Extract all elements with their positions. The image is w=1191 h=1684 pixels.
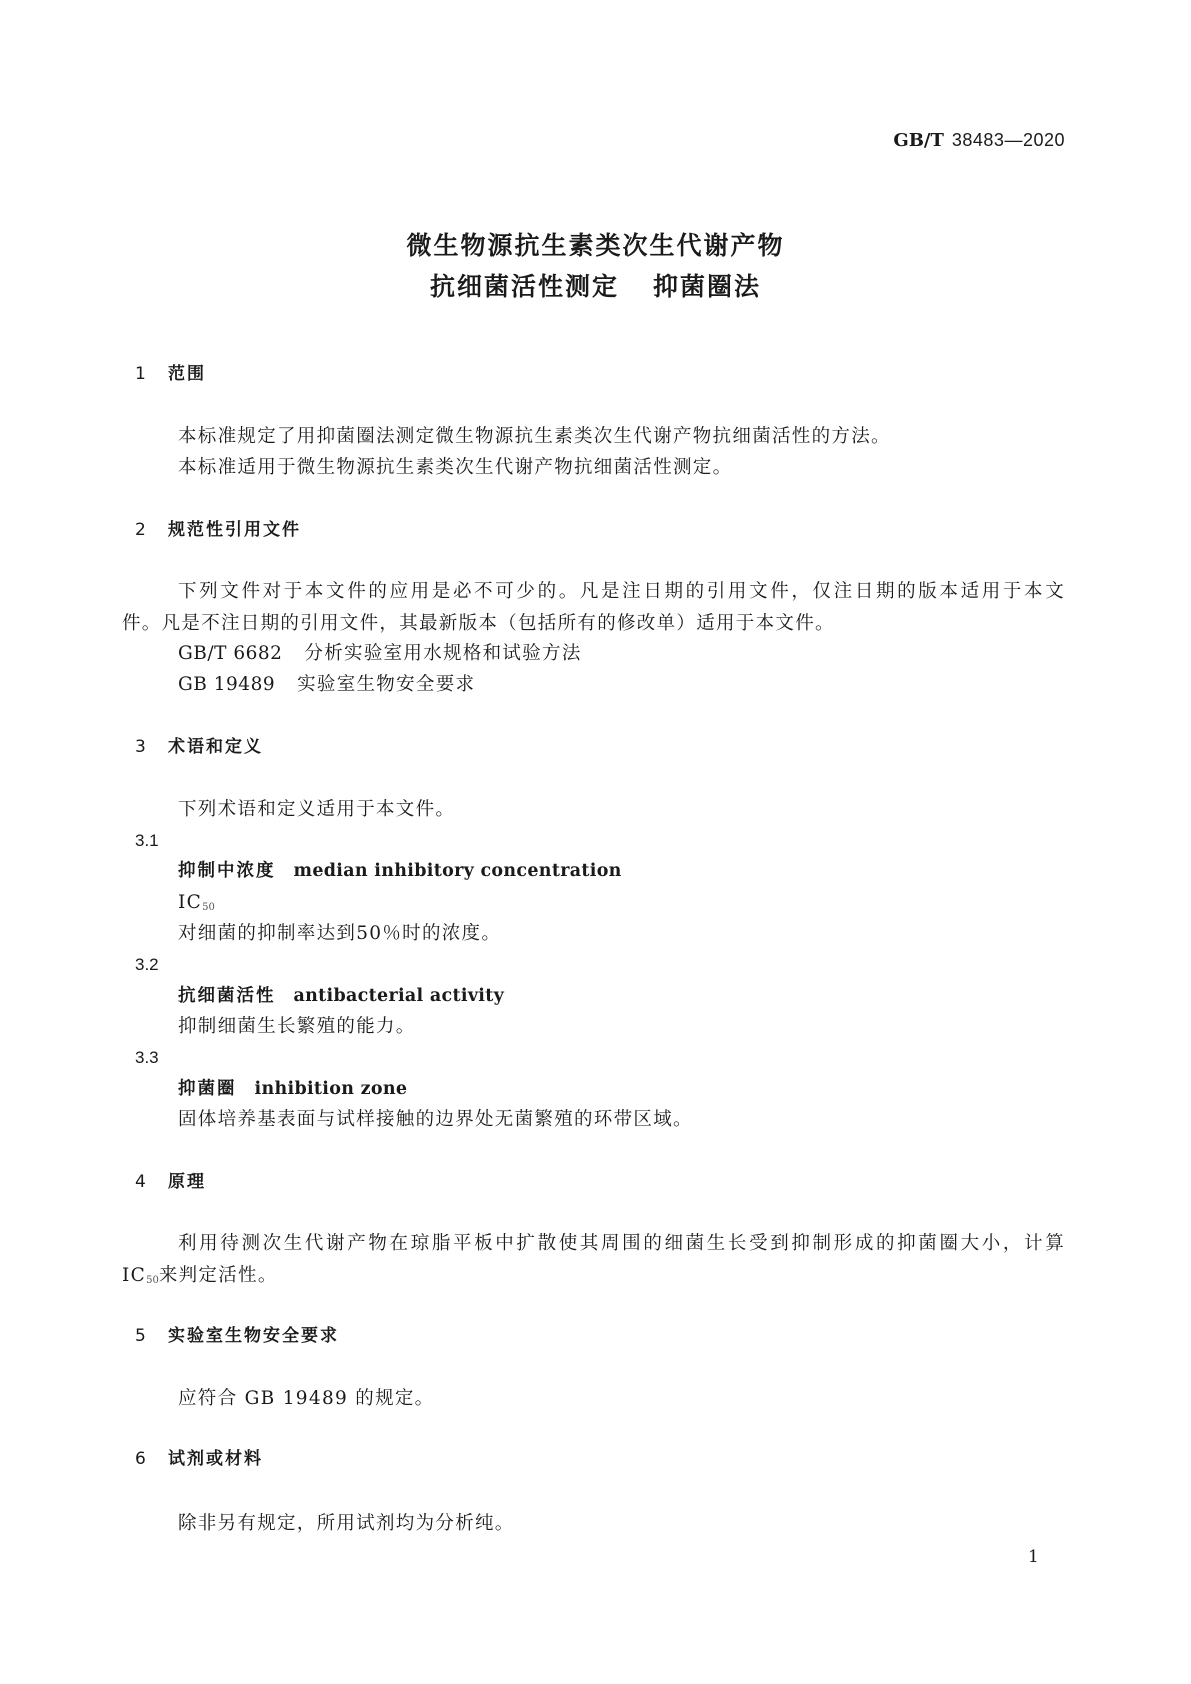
reference-item bbox=[178, 670, 475, 700]
section-1-heading bbox=[135, 359, 206, 389]
page-number: 1 bbox=[1028, 1547, 1039, 1567]
section-4-line-1: 利用待测次生代谢产物在琼脂平板中扩散使其周围的细菌生长受到抑制形成的抑菌圈大小，计算 bbox=[178, 1233, 1065, 1254]
reference-item bbox=[178, 639, 582, 669]
document-title-part-a: 抗细菌活性测定 bbox=[429, 272, 619, 301]
standard-code-number: 38483—2020 bbox=[951, 130, 1065, 150]
section-2-intro-line-2: 件。凡是不注日期的引用文件，其最新版本（包括所有的修改单）适用于本文件。 bbox=[122, 613, 835, 634]
section-2-intro-line-1: 下列文件对于本文件的应用是必不可少的。凡是注日期的引用文件，仅注日期的版本适用于本文 bbox=[178, 581, 1065, 602]
section-title: 实验室生物安全要求 bbox=[168, 1326, 339, 1346]
section-title: 范围 bbox=[168, 364, 206, 384]
reference-title: 实验室生物安全要求 bbox=[297, 674, 476, 695]
section-title: 原理 bbox=[168, 1172, 206, 1192]
term-chinese: 抗细菌活性 bbox=[178, 986, 276, 1006]
document-title-line-2 bbox=[0, 269, 1191, 305]
section-4-line-2-text: 来判定活性。 bbox=[158, 1265, 278, 1286]
term-entry bbox=[178, 856, 622, 886]
term-chinese: 抑菌圈 bbox=[178, 1079, 237, 1099]
section-number: 2 bbox=[135, 520, 146, 540]
term-symbol bbox=[178, 888, 215, 918]
reference-code: GB 19489 bbox=[178, 674, 276, 695]
term-definition: 对细菌的抑制率达到50％时的浓度。 bbox=[178, 923, 502, 944]
section-number: 3 bbox=[135, 737, 146, 757]
section-title: 试剂或材料 bbox=[168, 1449, 263, 1469]
section-title: 术语和定义 bbox=[168, 737, 263, 757]
section-number: 6 bbox=[135, 1449, 146, 1469]
section-5-heading bbox=[135, 1321, 339, 1351]
term-chinese: 抑制中浓度 bbox=[178, 861, 276, 881]
term-english: inhibition zone bbox=[254, 1079, 408, 1099]
reference-title: 分析实验室用水规格和试验方法 bbox=[304, 643, 582, 664]
section-1-paragraph-1: 本标准规定了用抑菌圈法测定微生物源抗生素类次生代谢产物抗细菌活性的方法。 bbox=[178, 426, 891, 447]
term-definition: 固体培养基表面与试样接触的边界处无菌繁殖的环带区域。 bbox=[178, 1109, 693, 1130]
section-5-text: 应符合 GB 19489 的规定。 bbox=[178, 1388, 435, 1409]
section-number: 1 bbox=[135, 364, 146, 384]
term-number: 3.1 bbox=[135, 831, 159, 850]
section-2-heading bbox=[135, 515, 301, 545]
section-3-heading bbox=[135, 732, 263, 762]
document-title-part-b: 抑菌圈法 bbox=[653, 272, 762, 301]
section-1-paragraph-2: 本标准适用于微生物源抗生素类次生代谢产物抗细菌活性测定。 bbox=[178, 457, 733, 478]
term-entry bbox=[178, 981, 504, 1011]
document-title-line-1: 微生物源抗生素类次生代谢产物 bbox=[406, 231, 785, 260]
section-4-heading bbox=[135, 1167, 206, 1197]
symbol-subscript: 50 bbox=[202, 902, 215, 913]
section-number: 4 bbox=[135, 1172, 146, 1192]
term-definition: 抑制细菌生长繁殖的能力。 bbox=[178, 1016, 416, 1037]
term-number: 3.3 bbox=[135, 1048, 159, 1067]
section-title: 规范性引用文件 bbox=[168, 520, 301, 540]
standard-code-prefix: GB/T bbox=[893, 130, 944, 151]
section-4-line-2 bbox=[122, 1261, 278, 1291]
symbol-text: IC bbox=[122, 1265, 147, 1286]
section-6-text: 除非另有规定，所用试剂均为分析纯。 bbox=[178, 1513, 515, 1534]
section-number: 5 bbox=[135, 1326, 146, 1346]
term-english: antibacterial activity bbox=[293, 986, 505, 1006]
symbol-subscript: 50 bbox=[146, 1275, 159, 1286]
term-entry bbox=[178, 1074, 407, 1104]
section-6-heading bbox=[135, 1444, 263, 1474]
standard-code-header bbox=[893, 125, 1065, 155]
term-number: 3.2 bbox=[135, 955, 159, 974]
symbol-text: IC bbox=[178, 892, 203, 913]
term-english: median inhibitory concentration bbox=[293, 861, 622, 881]
reference-code: GB/T 6682 bbox=[178, 643, 283, 664]
section-3-intro: 下列术语和定义适用于本文件。 bbox=[178, 799, 456, 820]
